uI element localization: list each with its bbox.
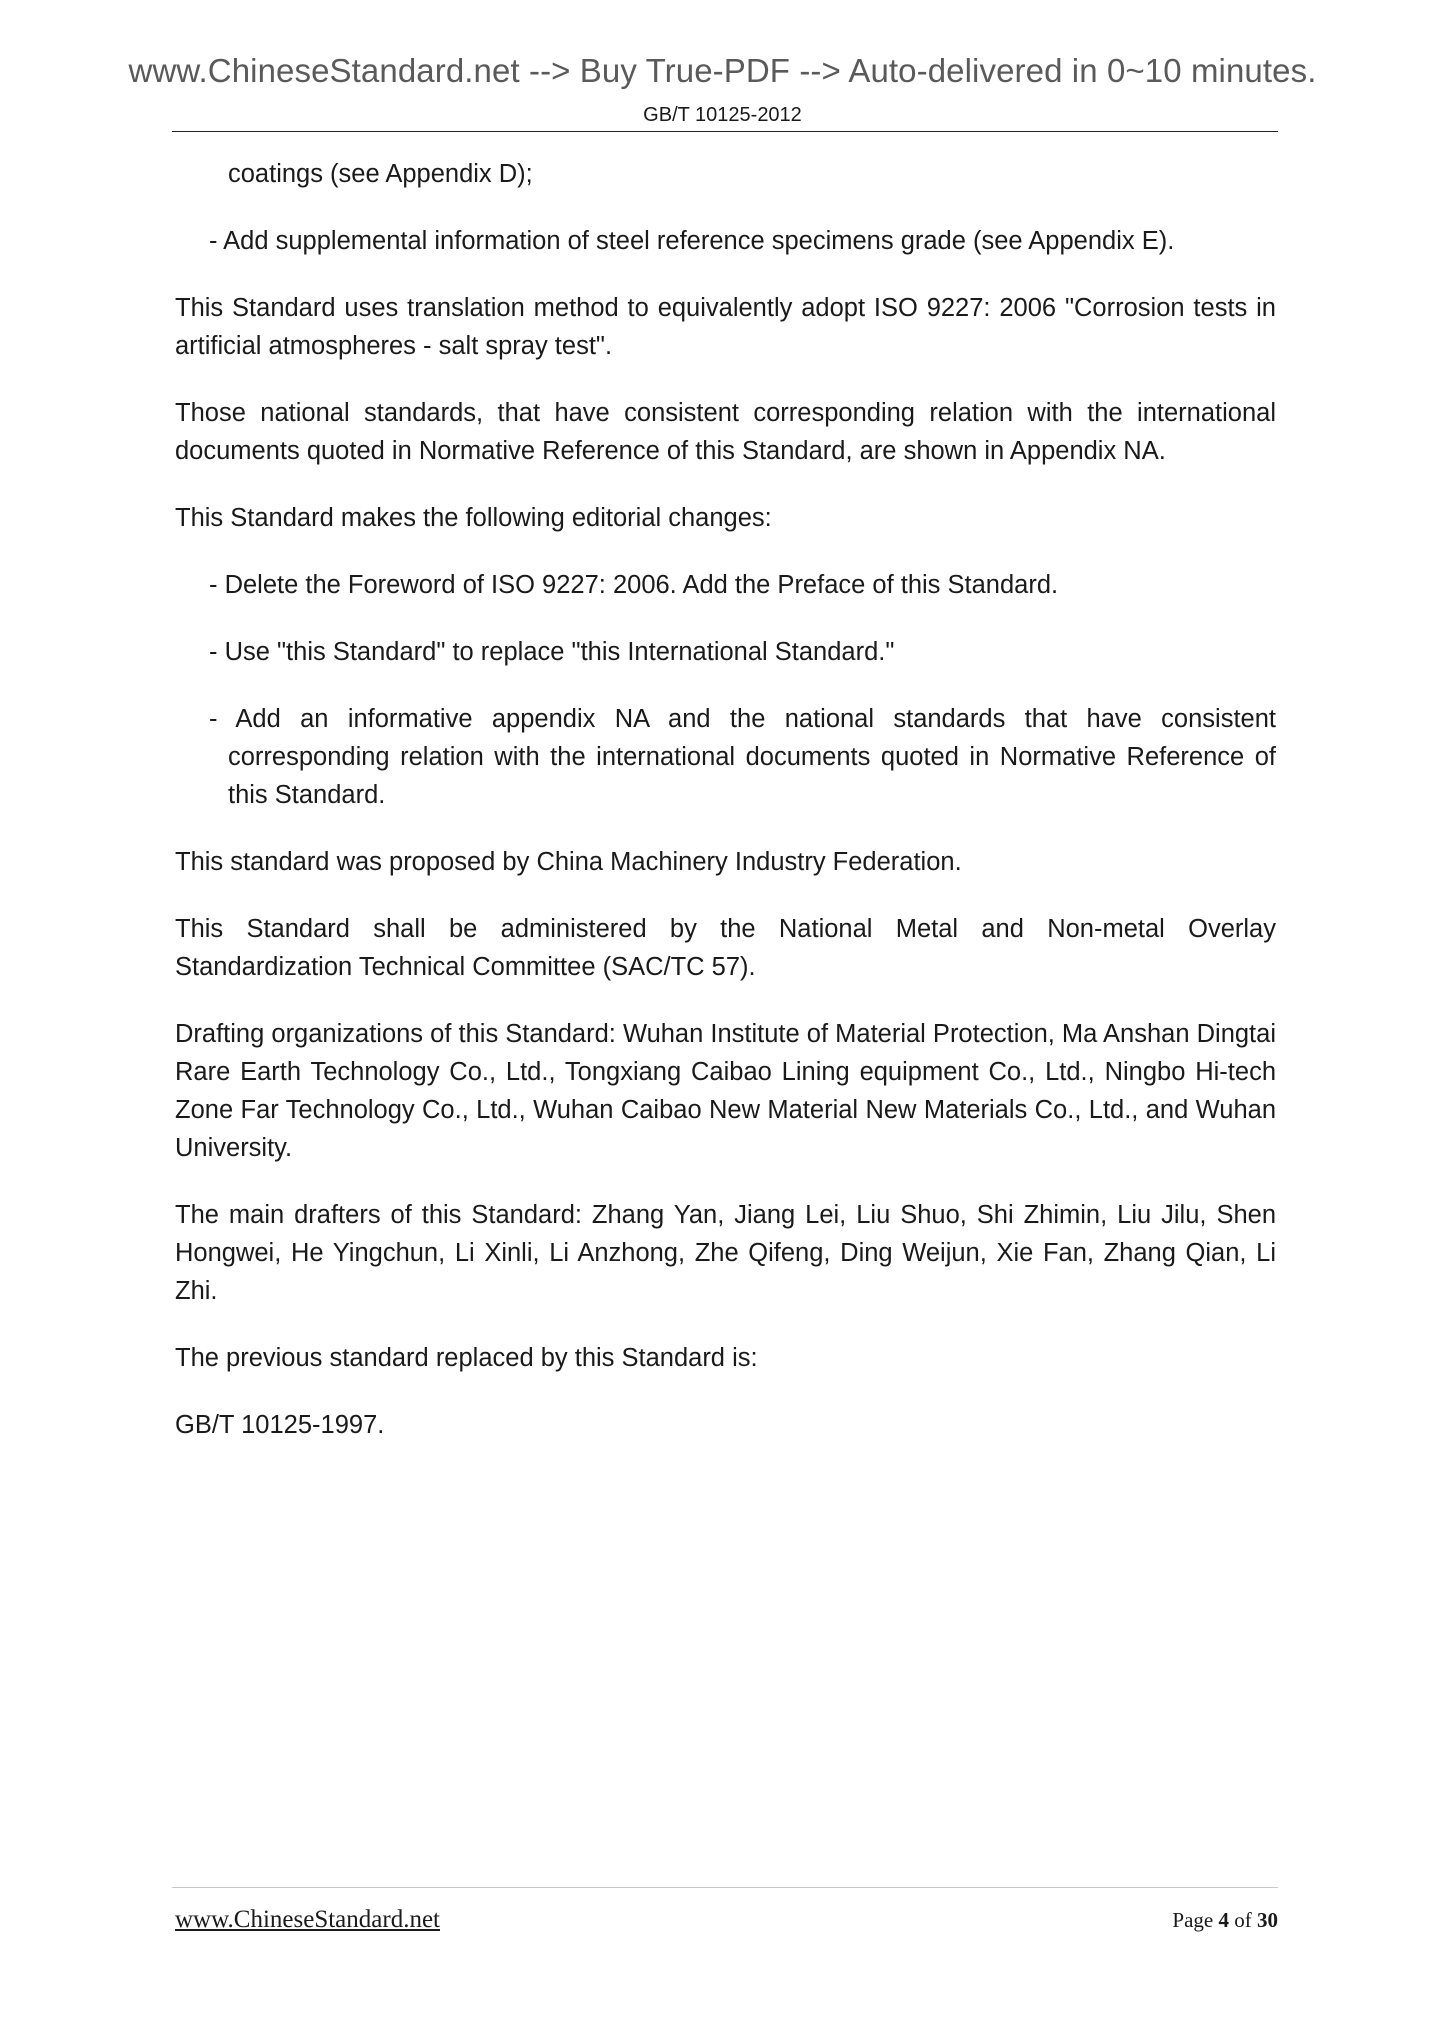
paragraph-continuation: coatings (see Appendix D); [228,160,533,188]
list-item: - Use "this Standard" to replace "this International Standard." [209,638,895,666]
header-divider [172,131,1278,132]
paragraph: This Standard makes the following editorial changes: [175,504,772,532]
paragraph: Drafting organizations of this Standard: Wuhan Institute of Material Protection, Ma Anshan Dingtai Rare Earth Technology Co., Ltd., Tongxiang Caibao Lining equipment Co., Ltd., Ningbo Hi-tech Zone Far Technology Co., Ltd., Wuhan Caibao New Material New Materials Co., Ltd., and Wuhan University. [175,1020,1276,1162]
page-number [1172,1908,1278,1933]
paragraph: GB/T 10125-1997. [175,1411,385,1439]
paragraph: The previous standard replaced by this Standard is: [175,1344,758,1372]
list-item: - Add an informative appendix NA and the national standards that have consistent corresponding relation with the international documents quoted in Normative Reference of this Standard. [209,705,1276,809]
list-item: - Add supplemental information of steel reference specimens grade (see Appendix E). [209,227,1175,255]
paragraph: Those national standards, that have consistent corresponding relation with the international documents quoted in Normative Reference of this Standard, are shown in Appendix NA. [175,399,1276,465]
page-total: 30 [1257,1908,1278,1932]
paragraph: The main drafters of this Standard: Zhang Yan, Jiang Lei, Liu Shuo, Shi Zhimin, Liu Jilu, Shen Hongwei, He Yingchun, Li Xinli, Li Anzhong, Zhe Qifeng, Ding Weijun, Xie Fan, Zhang Qian, Li Zhi. [175,1201,1276,1305]
page-current: 4 [1218,1908,1229,1932]
standard-code: GB/T 10125-2012 [643,104,802,126]
page-prefix: Page [1172,1908,1219,1932]
page-of: of [1229,1908,1257,1932]
footer-divider [172,1887,1278,1888]
paragraph: This standard was proposed by China Machinery Industry Federation. [175,848,962,876]
footer-website-link[interactable]: www.ChineseStandard.net [175,1906,440,1933]
paragraph: This Standard uses translation method to equivalently adopt ISO 9227: 2006 "Corrosion tests in artificial atmospheres - salt spray test". [175,294,1276,360]
header-banner: www.ChineseStandard.net --> Buy True-PDF --> Auto-delivered in 0~10 minutes. [128,52,1317,89]
paragraph: This Standard shall be administered by the National Metal and Non-metal Overlay Standardization Technical Committee (SAC/TC 57). [175,915,1276,981]
list-item: - Delete the Foreword of ISO 9227: 2006. Add the Preface of this Standard. [209,571,1059,599]
document-body [175,155,1276,1473]
